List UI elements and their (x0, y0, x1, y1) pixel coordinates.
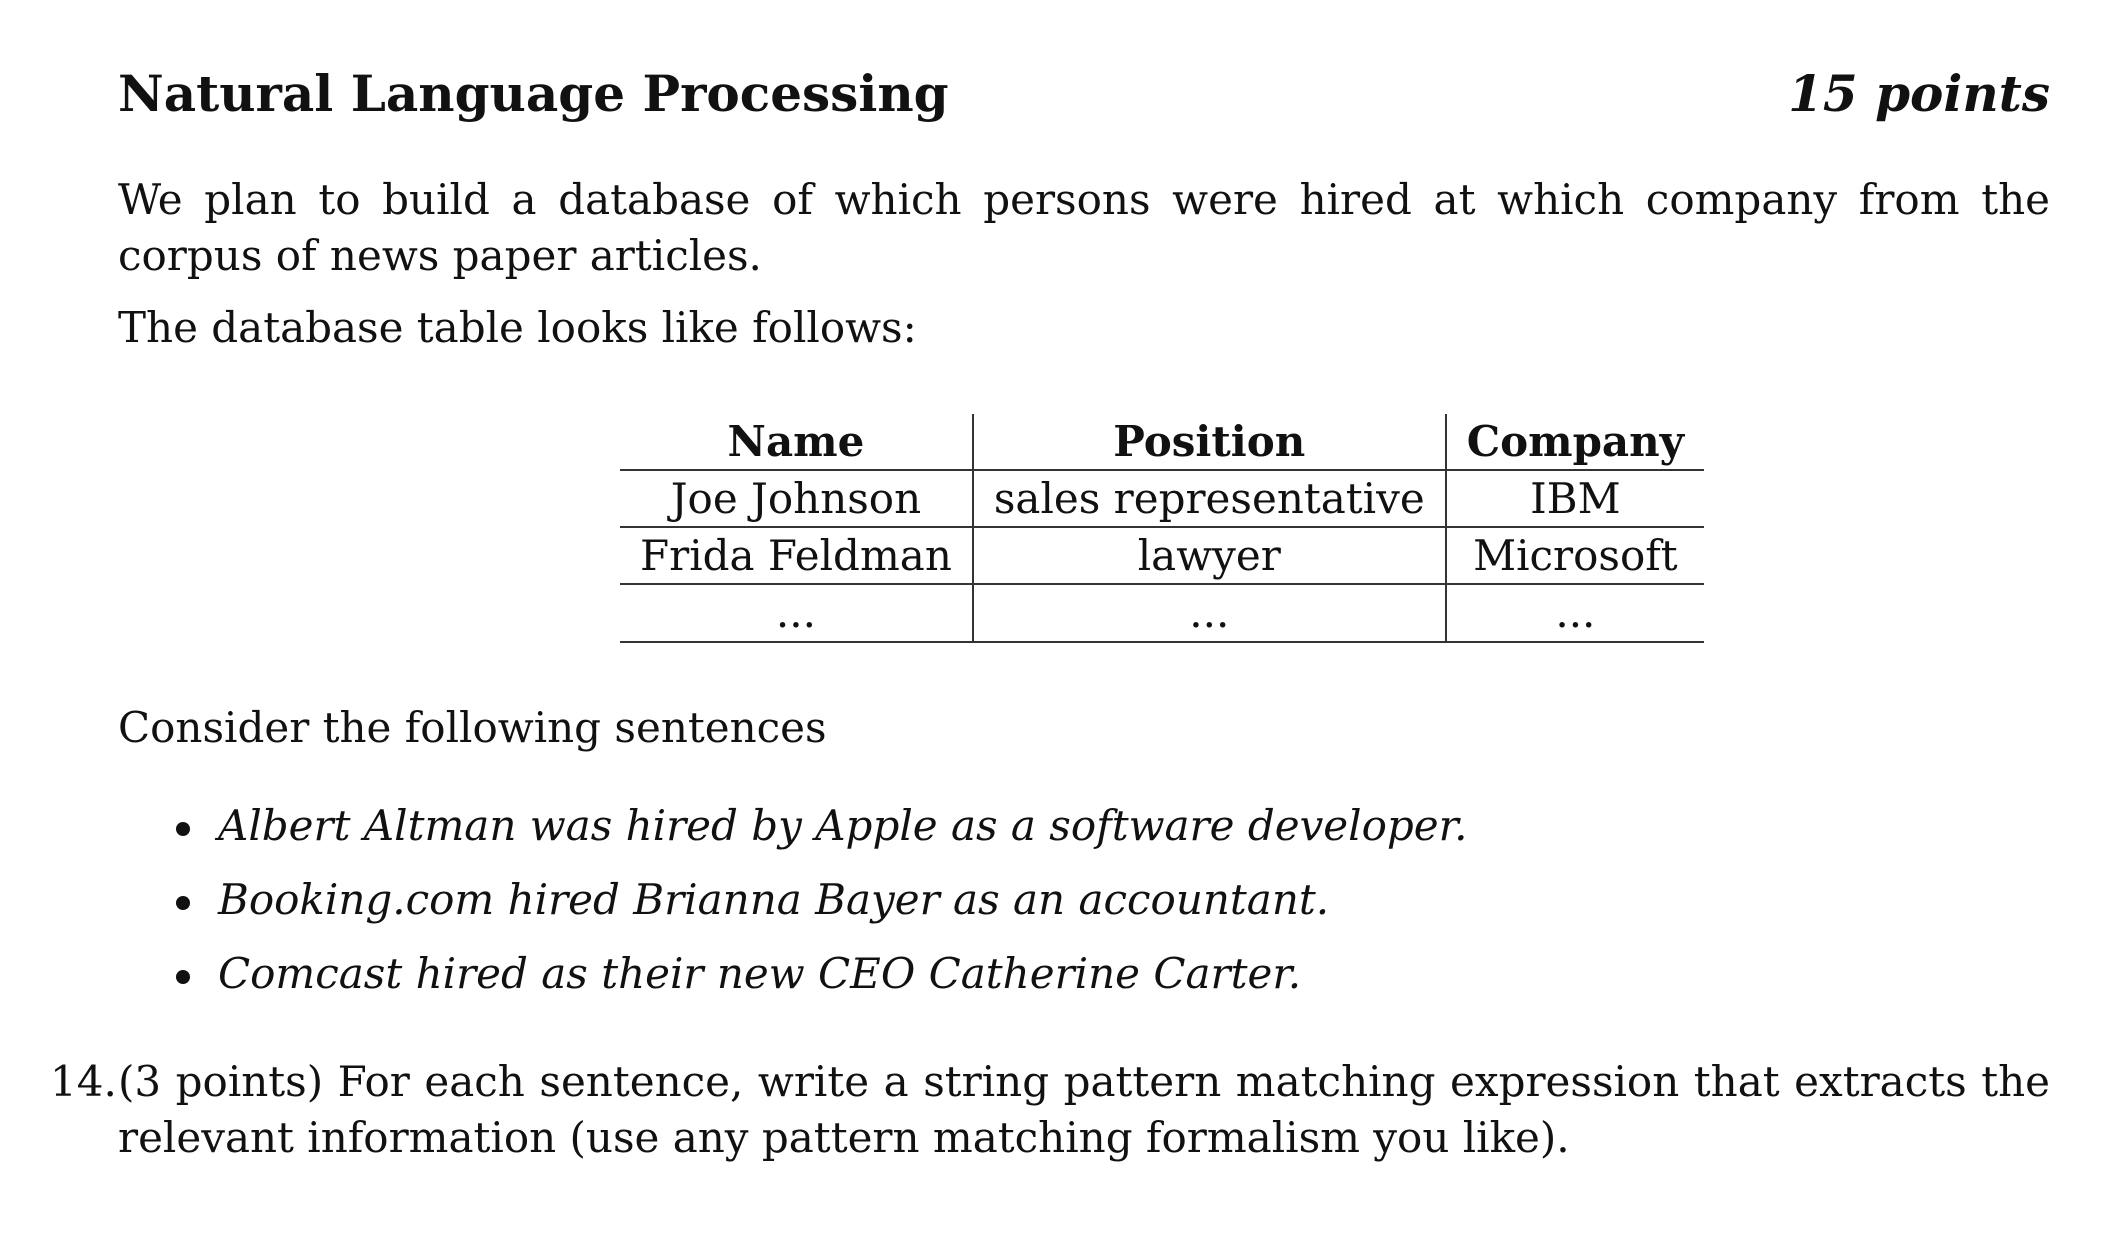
points-label: 15 points (1788, 64, 2050, 123)
cell-company: ... (1446, 584, 1704, 642)
column-header-name: Name (620, 414, 973, 470)
table-intro-paragraph: The database table looks like follows: (118, 303, 917, 352)
section-header (118, 62, 2050, 126)
sentence-text: Albert Altman was hired by Apple as a software developer. (218, 801, 1468, 850)
cell-company: Microsoft (1446, 527, 1704, 584)
cell-name: ... (620, 584, 973, 642)
cell-name: Frida Feldman (620, 527, 973, 584)
cell-position: lawyer (973, 527, 1446, 584)
cell-name: Joe Johnson (620, 470, 973, 527)
cell-position: ... (973, 584, 1446, 642)
list-item (170, 798, 1970, 872)
table-row (620, 527, 1704, 584)
bullet-icon (176, 896, 190, 910)
table-row-ellipsis (620, 584, 1704, 642)
table-header-row (620, 414, 1704, 470)
question-number: 14. (50, 1057, 117, 1106)
question-text: (3 points) For each sentence, write a string pattern matching expression that extracts the relevant information (use any pattern matching formalism you like). (118, 1057, 2050, 1162)
bullet-icon (176, 970, 190, 984)
sentence-list (170, 798, 1970, 1020)
section-title: Natural Language Processing (118, 64, 949, 123)
consider-paragraph: Consider the following sentences (118, 703, 827, 752)
intro-paragraph: We plan to build a database of which persons were hired at which company from the corpus of news paper articles. (118, 175, 2050, 280)
database-table (620, 414, 1704, 643)
list-item (170, 946, 1970, 1020)
column-header-position: Position (973, 414, 1446, 470)
cell-company: IBM (1446, 470, 1704, 527)
column-header-company: Company (1446, 414, 1704, 470)
sentence-text: Booking.com hired Brianna Bayer as an accountant. (218, 875, 1330, 924)
table-row (620, 470, 1704, 527)
bullet-icon (176, 822, 190, 836)
list-item (170, 872, 1970, 946)
sentence-text: Comcast hired as their new CEO Catherine Carter. (218, 949, 1302, 998)
cell-position: sales representative (973, 470, 1446, 527)
